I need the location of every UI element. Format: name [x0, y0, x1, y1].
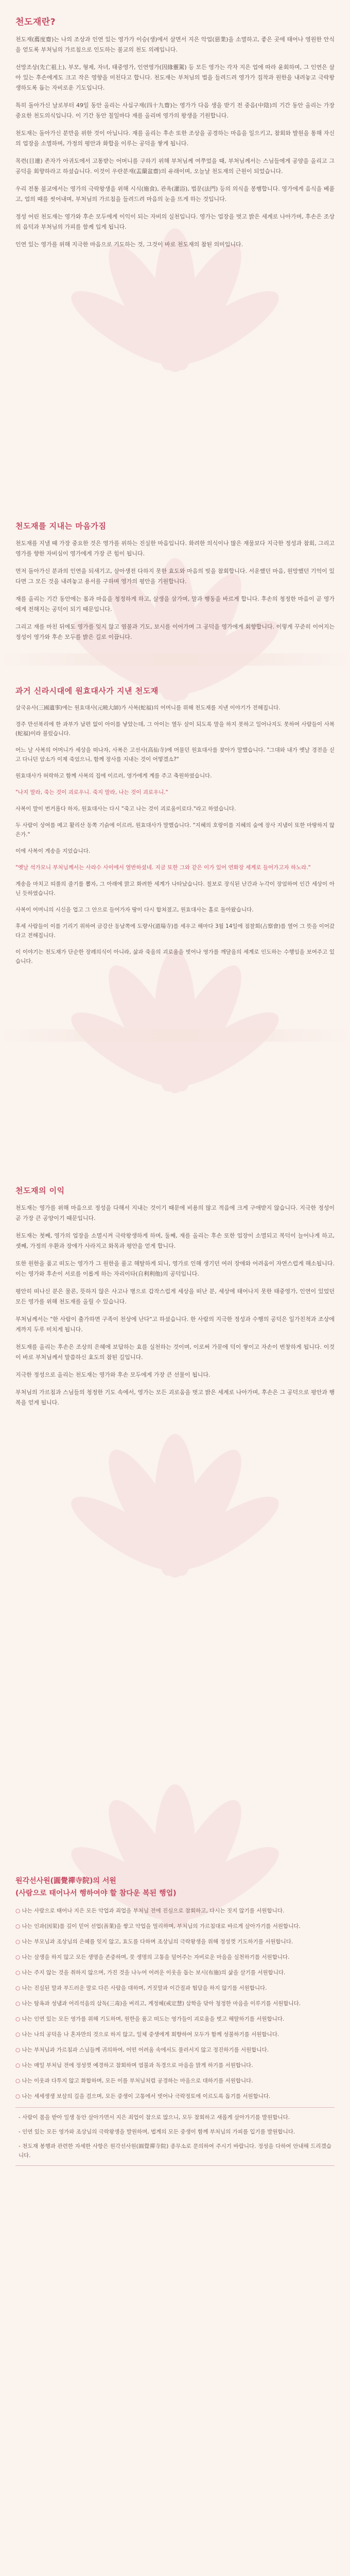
vow-item [15, 1968, 335, 1977]
vow-text: 나는 이웃과 다투지 않고 화합하며, 모든 이를 부처님처럼 공경하는 마음으로 대하기를 서원합니다. [22, 2078, 253, 2084]
history-paragraph: 두 사람이 상여를 메고 활리산 동쪽 기슭에 이르러, 원효대사가 말했습니다. "지혜의 호랑이를 지혜의 숲에 장사 지냄이 또한 마땅하지 않은가." [15, 822, 335, 838]
intro-section [15, 14, 335, 257]
mindset-paragraph: 그리고 재를 마친 뒤에도 영가를 잊지 않고 염불과 기도, 보시를 이어가며 그 공덕을 영가에게 회향합니다. 이렇게 꾸준히 이어지는 정성이 영가와 후손 모두를 밝은 길로 이끕니다. [15, 623, 335, 640]
history-paragraph: 사복이 어머니의 시신을 업고 그 안으로 들어가자 땅이 다시 합쳐졌고, 원효대사는 홀로 돌아왔습니다. [15, 907, 254, 913]
history-paragraph: 원효대사가 허락하고 함께 사복의 집에 이르러, 영가에게 계를 주고 축원하였습니다. [15, 773, 212, 779]
pledge-note-box [15, 2107, 335, 2166]
intro-paragraph: 목련(目連) 존자가 아귀도에서 고통받는 어머니를 구하기 위해 부처님께 여쭈었을 때, 부처님께서는 스님들에게 공양을 올리고 그 공덕을 회향하라고 하셨습니다. 이것이 우란분재(盂蘭盆齋)의 유래이며, 오늘날 천도재의 근원이 되었습니다. [15, 158, 335, 175]
mindset-paragraph: 재를 올리는 기간 동안에는 몸과 마음을 청정하게 하고, 살생을 삼가며, 말과 행동을 바르게 합니다. 후손의 청정한 마음이 곧 영가에게 전해지는 공덕이 되기 때문입니다. [15, 596, 335, 613]
vow-text: 나는 인연 있는 모든 영가를 위해 기도하며, 원한을 품고 떠도는 영가들이 괴로움을 벗고 해탈하기를 서원합니다. [22, 2016, 285, 2022]
history-paragraph: 후세 사람들이 이를 기리기 위하여 금강산 동남쪽에 도량사(道場寺)를 세우고 해마다 3월 14일에 점찰회(占察會)를 열어 그 뜻을 이어갔다고 전해집니다. [15, 923, 335, 939]
vow-text: 나는 세세생생 보살의 길을 걸으며, 모든 중생이 고통에서 벗어나 극락정토에 이르도록 돕기를 서원합니다. [22, 2093, 271, 2099]
vow-text: 나는 주지 않는 것을 취하지 않으며, 가진 것을 나누어 어려운 이웃을 돕는 보시(布施)의 삶을 살기를 서원합니다. [22, 1970, 286, 1976]
pledge-section [15, 1875, 335, 2166]
vow-text: 나는 살생을 하지 않고 모든 생명을 존중하며, 뭇 생명의 고통을 덜어주는 자비로운 마음을 실천하기를 서원합니다. [22, 1954, 290, 1960]
vow-item [15, 1984, 335, 1993]
vow-item [15, 1953, 335, 1962]
vow-item [15, 1906, 335, 1916]
mindset-paragraph: 천도재를 지낼 때 가장 중요한 것은 영가를 위하는 진실한 마음입니다. 화려한 의식이나 많은 재물보다 지극한 정성과 참회, 그리고 영가를 향한 자비심이 영가에게 가장 큰 힘이 됩니다. [15, 540, 335, 557]
mindset-paragraph: 먼저 돌아가신 분과의 인연을 되새기고, 살아생전 다하지 못한 효도와 마음의 빚을 참회합니다. 서운했던 마음, 원망했던 기억이 있다면 그 모든 것을 내려놓고 용서를 구하며 영가의 평안을 기원합니다. [15, 568, 335, 585]
benefit-paragraph: 천도재는 첫째, 영가의 업장을 소멸시켜 극락왕생하게 하며, 둘째, 재를 올리는 후손 또한 업장이 소멸되고 복덕이 늘어나게 하고, 셋째, 가정의 우환과 장애가 사라지고 화목과 평안을 얻게 합니다. [15, 1232, 335, 1249]
benefit-paragraph: 지극한 정성으로 올리는 천도재는 영가와 후손 모두에게 가장 큰 선물이 됩니다. [15, 1371, 211, 1378]
benefit-paragraph: 천도재를 올리는 후손은 조상의 은혜에 보답하는 효를 실천하는 것이며, 이로써 가문에 덕이 쌓이고 자손이 번창하게 됩니다. 이것이 바로 부처님께서 말씀하신 효도의 참된 길입니다. [15, 1344, 335, 1361]
mindset-title: 천도재를 지내는 마음가짐 [15, 521, 107, 531]
pledge-title: 원각선사원(圓覺禪寺院)의 서원 [15, 1877, 116, 1885]
benefit-paragraph: 천도재는 영가를 위해 마음으로 정성을 다해서 지내는 것이기 때문에 비용의 많고 적음에 크게 구애받지 않습니다. 지극한 정성이 곧 가장 큰 공양이기 때문입니다. [15, 1205, 335, 1222]
vow-bullet-icon: ○ [15, 1970, 22, 1976]
vow-text: 나는 탐욕과 성냄과 어리석음의 삼독(三毒)을 버리고, 계정혜(戒定慧) 삼학을 닦아 청정한 마음을 이루기를 서원합니다. [22, 2001, 301, 2007]
history-title: 과거 신라시대에 원효대사가 지낸 천도재 [15, 686, 159, 696]
history-paragraph: 이에 사복이 게송을 지었습니다. [15, 848, 91, 854]
pledge-subtitle: (사람으로 태어나서 행하여야 할 참다운 복된 행업) [15, 1889, 177, 1897]
pledge-note: - 천도재 봉행과 관련한 자세한 사항은 원각선사원(圓覺禪寺院) 종무소로 문의하여 주시기 바랍니다. 정성을 다하여 안내해 드리겠습니다. [19, 2143, 331, 2159]
vow-text: 나는 부모님과 조상님의 은혜를 잊지 않고, 효도를 다하며 조상님의 극락왕생을 위해 정성껏 기도하기를 서원합니다. [22, 1939, 293, 1945]
benefit-section [15, 1185, 335, 1415]
vow-bullet-icon: ○ [15, 1923, 22, 1929]
vow-item [15, 2045, 335, 2055]
vow-bullet-icon: ○ [15, 2031, 22, 2038]
history-paragraph: 삼국유사(三國遺事)에는 원효대사(元曉大師)가 사복(蛇福)의 어머니를 위해 천도재를 지낸 이야기가 전해집니다. [15, 705, 281, 711]
vow-text: 나는 부처님과 가르침과 스님들께 귀의하여, 어떤 어려움 속에서도 물러서지 않고 정진하기를 서원합니다. [22, 2047, 269, 2053]
pledge-note: - 인연 있는 모든 영가와 조상님의 극락왕생을 발원하며, 법계의 모든 중생이 함께 부처님의 가피를 입기를 발원합니다. [19, 2129, 295, 2135]
history-quote: "나지 말라, 죽는 것이 괴로우니. 죽지 말라, 나는 것이 괴로우니." [15, 789, 168, 795]
intro-paragraph: 정성 어린 천도재는 영가와 후손 모두에게 이익이 되는 자비의 실천입니다. 영가는 업장을 벗고 밝은 세계로 나아가며, 후손은 조상의 음덕과 부처님의 가피를 함께 입게 됩니다. [15, 213, 335, 230]
vow-bullet-icon: ○ [15, 1939, 22, 1945]
intro-paragraph: 특히 돌아가신 날로부터 49일 동안 올리는 사십구재(四十九齋)는 영가가 다음 생을 받기 전 중음(中陰)의 기간 동안 올리는 가장 중요한 천도의식입니다. 이 기간 동안 칠일마다 재를 올리며 영가의 왕생을 기원합니다. [15, 102, 335, 119]
intro-paragraph: 천도재는 돌아가신 분만을 위한 것이 아닙니다. 재를 올리는 후손 또한 조상을 공경하는 마음을 일으키고, 참회와 발원을 통해 자신의 업장을 소멸하며, 가정의 평안과 화합을 이루는 공덕을 쌓게 됩니다. [15, 130, 335, 147]
intro-paragraph: 천도재(薦度齋)는 나의 조상과 인연 있는 영가가 이승(생)에서 살면서 지은 악업(惡業)을 소멸하고, 좋은 곳에 태어나 영원한 안식을 얻도록 부처님의 가르침으로 인도하는 불교의 천도 의례입니다. [15, 36, 335, 53]
history-paragraph: 경주 만선북리에 한 과부가 남편 없이 아이를 낳았는데, 그 아이는 열두 살이 되도록 말을 하지 못하고 일어나지도 못하여 사람들이 사복(蛇福)이라 불렀습니다. [15, 721, 335, 737]
vow-text: 나는 인과(因果)를 깊이 믿어 선업(善業)을 쌓고 악업을 멀리하며, 부처님의 가르침대로 바르게 살아가기를 서원합니다. [22, 1923, 301, 1929]
history-quote: "옛날 석가모니 부처님께서는 사라수 사이에서 열반하셨네. 지금 또한 그와 같은 이가 있어 연화장 세계로 들어가고자 하노라." [15, 865, 311, 871]
intro-paragraph: 선망조상(先亡祖上), 부모, 형제, 자녀, 태중영가, 인연영가(因緣靈駕) 등 모든 영가는 각자 지은 업에 따라 윤회하며, 그 인연은 살아 있는 후손에게도 크고 작은 영향을 미친다고 합니다. 천도재는 부처님의 법을 들려드려 영가가 집착과 원한을 내려놓고 극락왕생하도록 돕는 자비로운 기도입니다. [15, 64, 335, 91]
history-paragraph: 어느 날 사복의 어머니가 세상을 떠나자, 사복은 고선사(高仙寺)에 머물던 원효대사를 찾아가 말했습니다. "그대와 내가 옛날 경전을 싣고 다니던 암소가 이제 죽었으니, 함께 장사를 지내는 것이 어떻겠소?" [15, 747, 335, 762]
vow-item [15, 2076, 335, 2086]
vow-bullet-icon: ○ [15, 2001, 22, 2007]
intro-title: 천도재란? [15, 17, 56, 27]
vow-item [15, 1922, 335, 1931]
vow-bullet-icon: ○ [15, 1954, 22, 1960]
vow-bullet-icon: ○ [15, 2093, 22, 2099]
intro-paragraph: 우리 전통 불교에서는 영가의 극락왕생을 위해 시식(施食), 관욕(灌浴), 법문(法門) 등의 의식을 봉행합니다. 영가에게 음식을 베풀고, 업의 때를 씻어내며, 부처님의 가르침을 들려드려 마음의 눈을 뜨게 하는 것입니다. [15, 185, 335, 202]
vow-item [15, 1937, 335, 1946]
vow-bullet-icon: ○ [15, 1908, 22, 1914]
benefit-paragraph: 또한 원한을 품고 떠도는 영가가 그 원한을 풀고 해탈하게 되니, 영가로 인해 생기던 여러 장애와 어려움이 자연스럽게 해소됩니다. 이는 영가와 후손이 서로를 이롭게 하는 자리이타(自利利他)의 공덕입니다. [15, 1260, 335, 1277]
section-divider [0, 653, 350, 666]
vow-item [15, 1999, 335, 2008]
vow-bullet-icon: ○ [15, 1985, 22, 1991]
pledge-note: - 사람이 몸을 받아 일생 동안 살아가면서 지은 죄업이 참으로 많으니, 모두 참회하고 새롭게 살아가기를 발원합니다. [19, 2114, 290, 2121]
history-paragraph: 이 이야기는 천도재가 단순한 장례의식이 아니라, 삶과 죽음의 괴로움을 벗어나 영가를 깨달음의 세계로 인도하는 수행임을 보여주고 있습니다. [15, 949, 335, 964]
lotus-watermark-icon [41, 1401, 309, 1597]
vow-text: 나는 사람으로 태어나 지은 모든 악업과 죄업을 부처님 전에 진심으로 참회하고, 다시는 짓지 않기를 서원합니다. [22, 1908, 285, 1914]
vow-item [15, 2092, 335, 2101]
benefit-paragraph: 부처님의 가르침과 스님들의 청정한 기도 속에서, 영가는 모든 괴로움을 벗고 밝은 세계로 나아가며, 후손은 그 공덕으로 평안과 행복을 얻게 됩니다. [15, 1389, 335, 1406]
vow-item [15, 2030, 335, 2039]
vow-bullet-icon: ○ [15, 2078, 22, 2084]
vow-bullet-icon: ○ [15, 2047, 22, 2053]
history-section [15, 685, 335, 973]
benefit-paragraph: 평안히 떠나신 분은 물론, 뜻하지 않은 사고나 병으로 갑작스럽게 세상을 떠난 분, 세상에 태어나지 못한 태중영가, 인연이 있었던 모든 영가를 위해 천도재를 올릴 수 있습니다. [15, 1288, 335, 1305]
history-paragraph: 사복이 말이 번거롭다 하자, 원효대사는 다시 "죽고 나는 것이 괴로움이로다."라고 하였습니다. [15, 806, 236, 812]
vow-text: 나는 진실된 말과 부드러운 말로 다른 사람을 대하며, 거짓말과 이간질과 험담을 하지 않기를 서원합니다. [22, 1985, 267, 1991]
intro-paragraph: 인연 있는 영가를 위해 지극한 마음으로 기도하는 것, 그것이 바로 천도재의 참된 의미입니다. [15, 241, 243, 248]
vow-bullet-icon: ○ [15, 2016, 22, 2022]
history-paragraph: 게송을 마치고 띠풀의 줄기를 뽑자, 그 아래에 맑고 화려한 세계가 나타났습니다. 칠보로 장식된 난간과 누각이 장엄하여 인간 세상이 아닌 듯하였습니다. [15, 881, 335, 896]
vow-item [15, 2014, 335, 2024]
benefit-title: 천도재의 이익 [15, 1186, 65, 1195]
vow-text: 나는 나의 공덕을 나 혼자만의 것으로 하지 않고, 일체 중생에게 회향하여 모두가 함께 성불하기를 서원합니다. [22, 2031, 279, 2038]
vow-bullet-icon: ○ [15, 2062, 22, 2069]
vow-item [15, 2061, 335, 2070]
vow-text: 나는 매일 부처님 전에 정성껏 예경하고 참회하며 염불과 독경으로 마음을 맑게 하기를 서원합니다. [22, 2062, 253, 2069]
section-divider [0, 1029, 350, 1042]
benefit-paragraph: 부처님께서는 "한 사람이 출가하면 구족이 천상에 난다"고 하셨습니다. 한 사람의 지극한 정성과 수행의 공덕은 일가친척과 조상에게까지 두루 미치게 됩니다. [15, 1316, 335, 1333]
mindset-section [15, 520, 335, 650]
